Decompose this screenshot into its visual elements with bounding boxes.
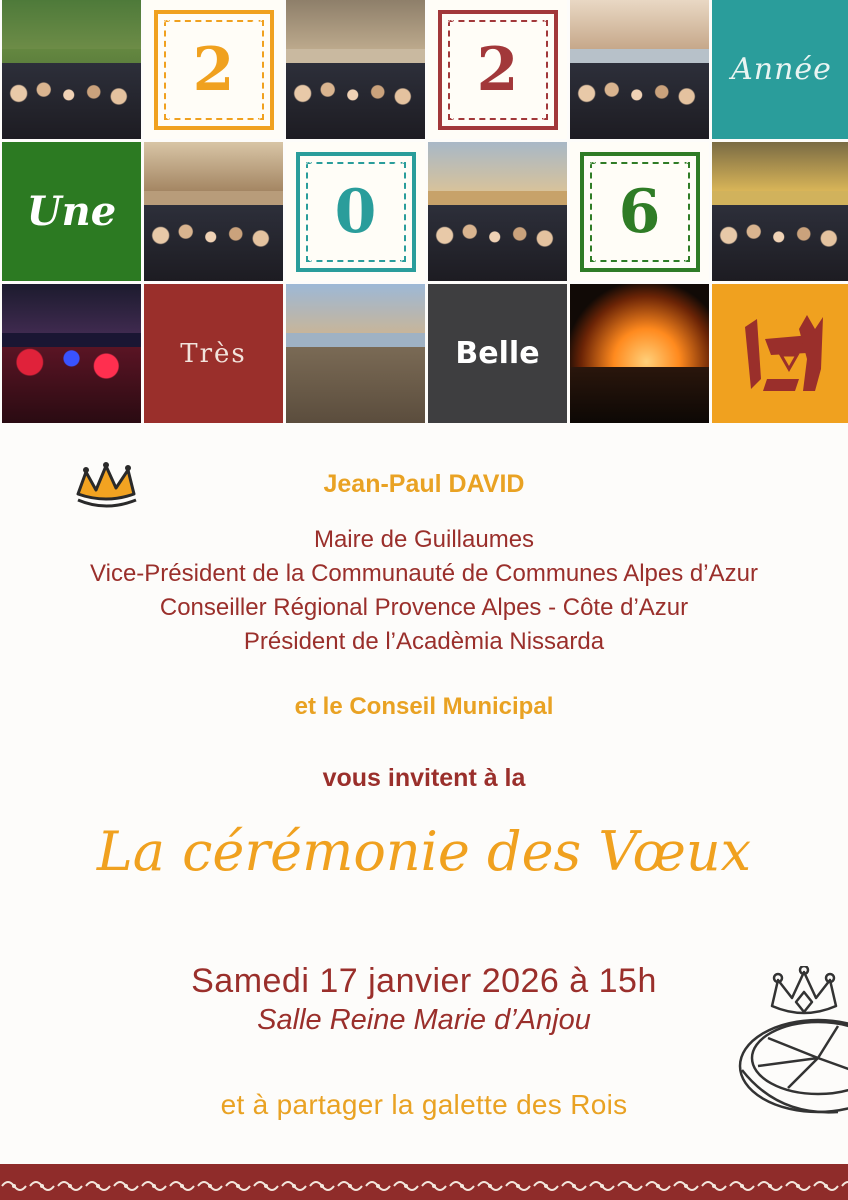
word-une: Une — [26, 188, 117, 235]
event-title: La cérémonie des Vœux — [96, 820, 752, 883]
digit-tile-1 — [144, 0, 283, 139]
galette-icon — [738, 966, 848, 1126]
papel-picado-frame: ❦ ❦ ❦ ❦ 0 — [296, 152, 416, 272]
papel-picado-frame: ❦ ❦ ❦ ❦ 6 — [580, 152, 700, 272]
photo-procession — [428, 142, 567, 281]
co-host-line: et le Conseil Municipal — [294, 693, 554, 720]
photo-street-performance — [286, 0, 425, 139]
photo-ribbon-cutting — [2, 0, 141, 139]
word-tres: Très — [180, 338, 247, 369]
word-tile-une — [2, 142, 141, 281]
word-tile-tres — [144, 284, 283, 423]
digit-6: 6 — [611, 174, 669, 250]
host-name: Jean-Paul DAVID — [323, 470, 525, 498]
word-belle: Belle — [455, 336, 540, 371]
invitation-line: vous invitent à la — [322, 764, 526, 792]
guillaumes-logo — [737, 309, 827, 399]
logo-tile — [712, 284, 848, 423]
role-vice-president: Vice-Président de la Communauté de Communes Alpes d’Azur — [90, 560, 758, 587]
footer-ornament-pattern — [0, 1178, 848, 1194]
photo-bonfire — [570, 284, 709, 423]
papel-picado-frame: ❦ ❦ ❦ ❦ 2 — [438, 10, 558, 130]
role-regional-councillor: Conseiller Régional Provence Alpes - Côte d’Azur — [159, 594, 689, 621]
papel-picado-frame: ❦ ❦ ❦ ❦ 2 — [154, 10, 274, 130]
word-tile-belle — [428, 284, 567, 423]
photo-traditional-costumes — [144, 142, 283, 281]
photo-mosaic — [2, 0, 848, 424]
role-mayor: Maire de Guillaumes — [313, 526, 535, 553]
word-tile-annee — [712, 0, 848, 139]
digit-2-second: 2 — [469, 32, 527, 108]
photo-village-crowd — [570, 0, 709, 139]
photo-night-concert — [2, 284, 141, 423]
host-roles — [0, 523, 848, 659]
event-extra: et à partager la galette des Rois — [220, 1089, 628, 1120]
role-academia-president: Président de l’Acadèmia Nissarda — [243, 628, 605, 655]
digit-2-first: 2 — [185, 32, 243, 108]
photo-school-children — [712, 142, 848, 281]
digit-0: 0 — [327, 174, 385, 250]
event-venue: Salle Reine Marie d’Anjou — [257, 1004, 591, 1036]
event-date: Samedi 17 janvier 2026 à 15h — [191, 962, 657, 1000]
digit-tile-4 — [570, 142, 709, 281]
photo-sheep-transhumance — [286, 284, 425, 423]
digit-tile-2 — [428, 0, 567, 139]
word-annee: Année — [731, 52, 832, 87]
digit-tile-3 — [286, 142, 425, 281]
